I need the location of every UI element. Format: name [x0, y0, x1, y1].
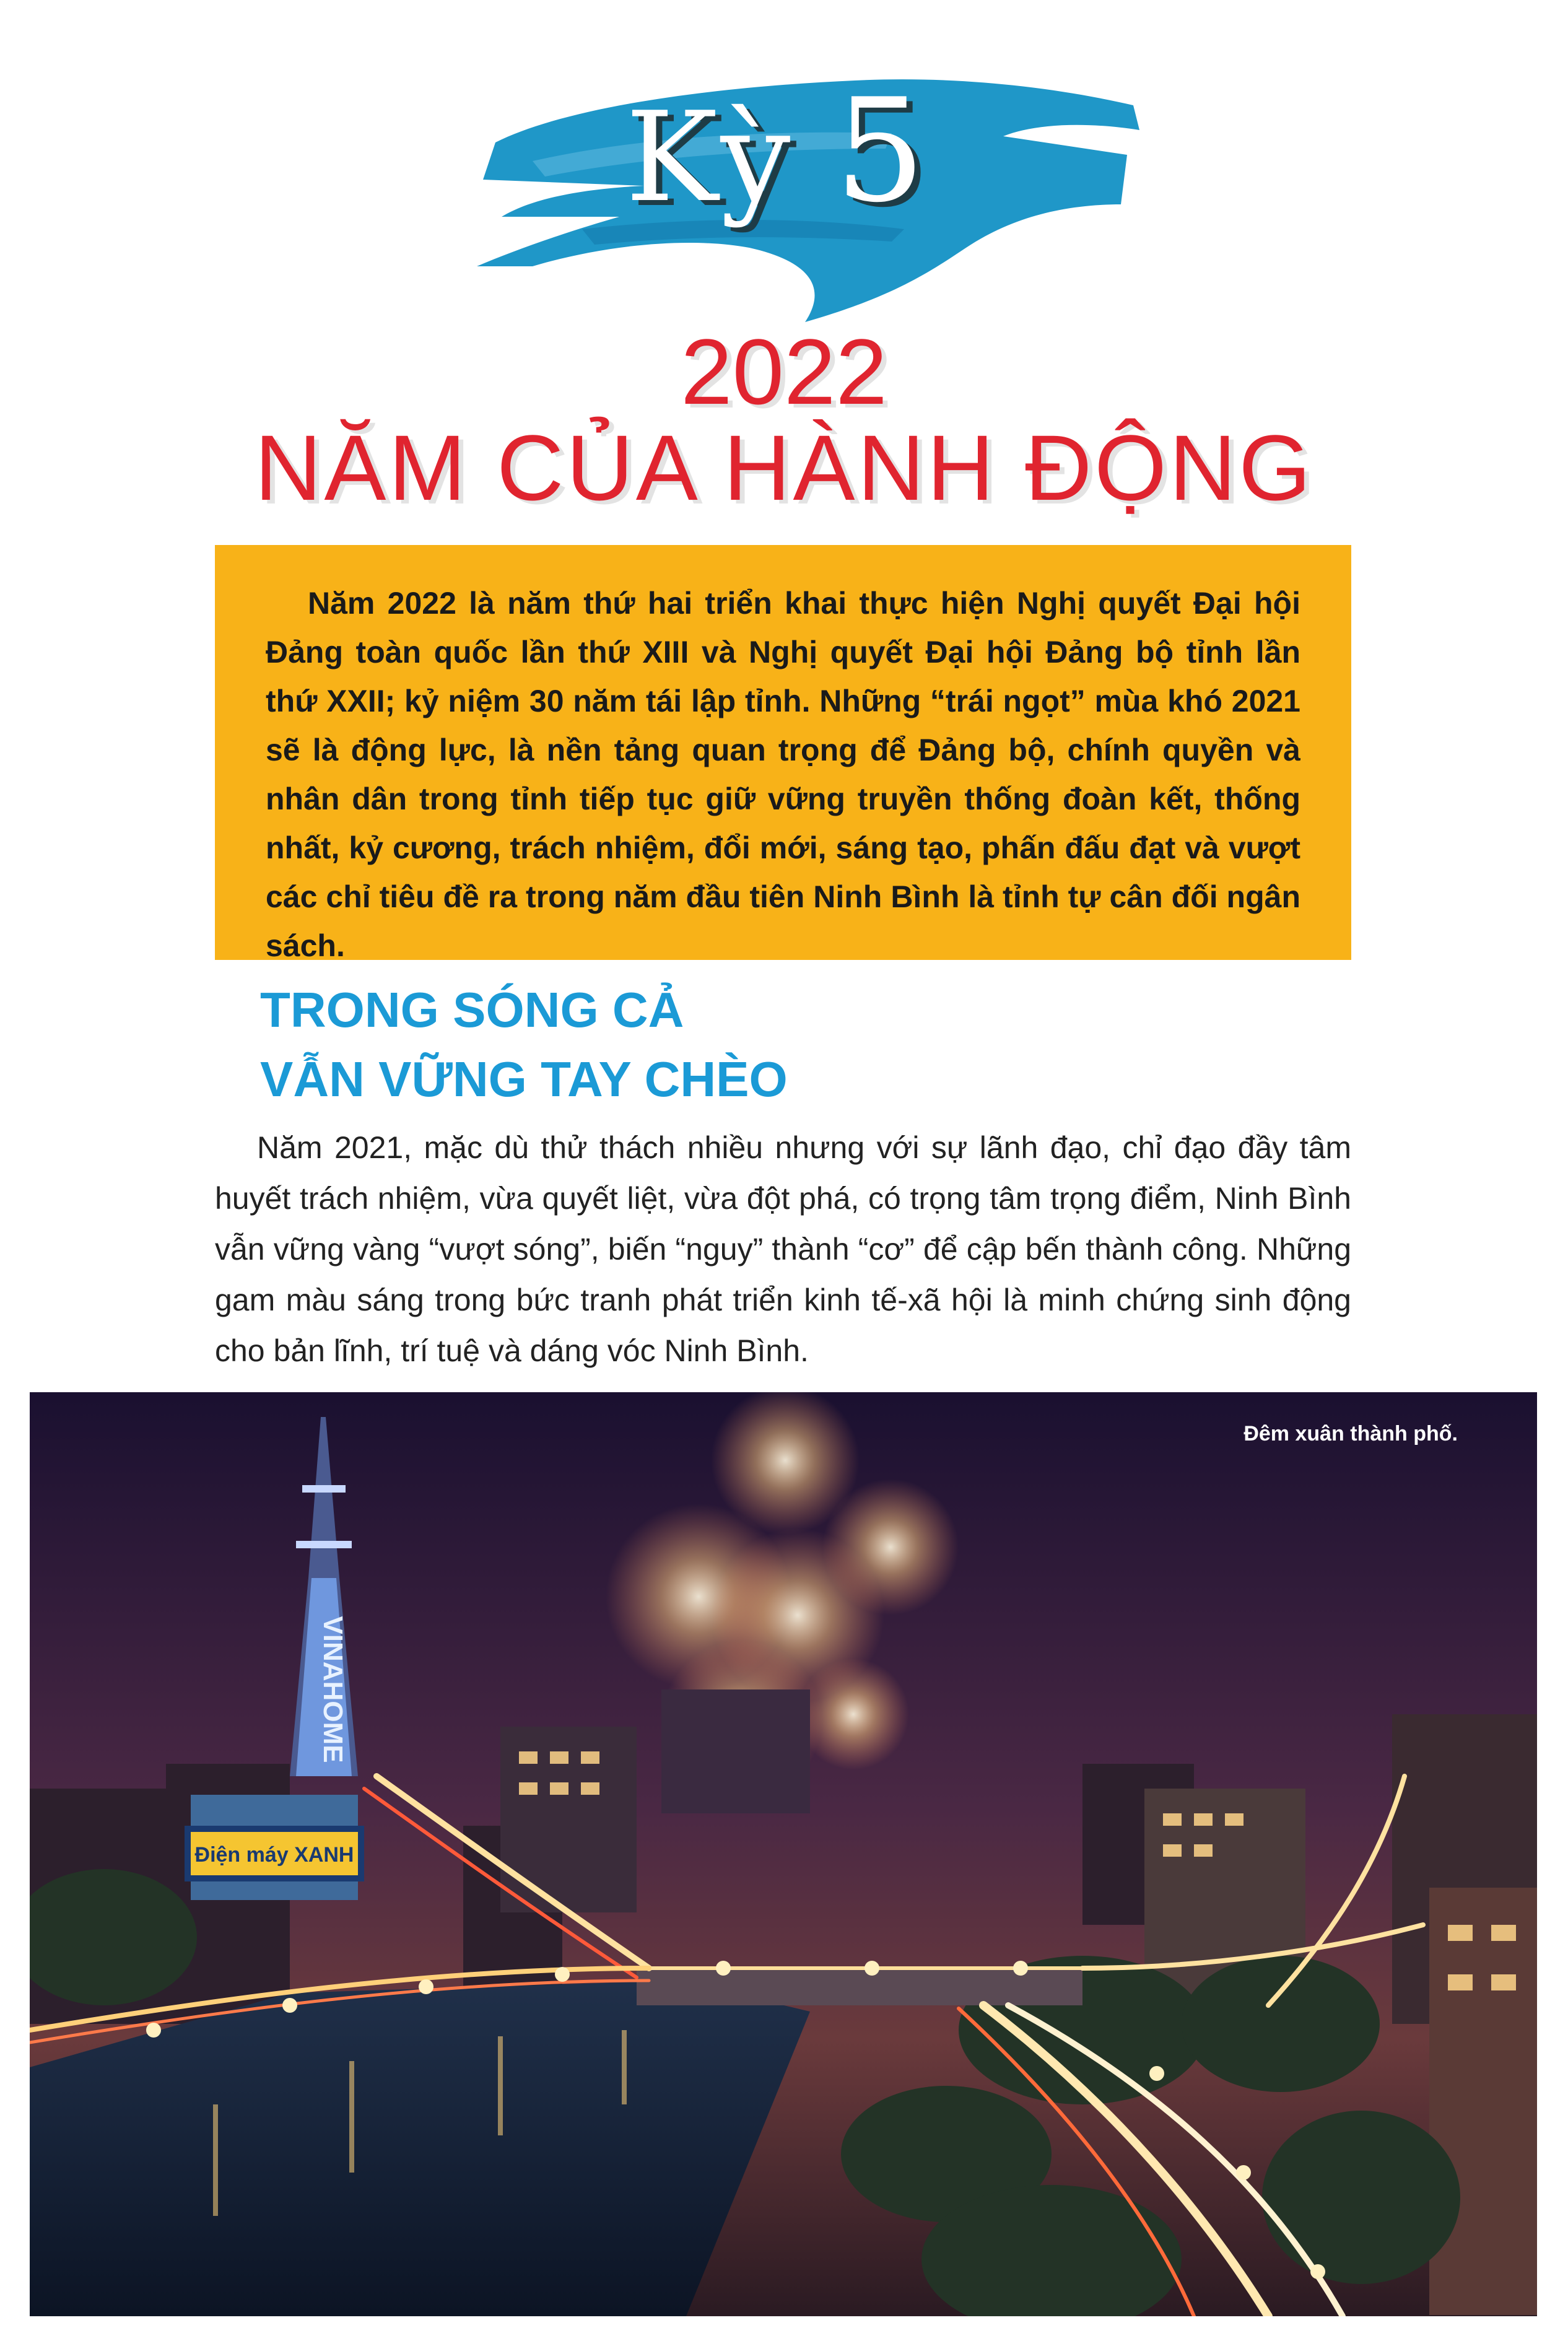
city-night-photo — [30, 1392, 1537, 2316]
body-paragraph: Năm 2021, mặc dù thử thách nhiều nhưng với sự lãnh đạo, chỉ đạo đầy tâm huyết trách nhiệm, vừa quyết liệt, vừa đột phá, có trọng tâm trọng điểm, Ninh Bình vẫn vững vàng “vượt sóng”, biến “nguy” thành “cơ” để cập bến thành công. Những gam màu sáng trong bức tranh phát triển kinh tế-xã hội là minh chứng sinh động cho bản lĩnh, trí tuệ và dáng vóc Ninh Bình. — [215, 1130, 1351, 1368]
episode-label — [625, 69, 1009, 234]
store-building — [185, 1795, 364, 1900]
headline-year: 2022 — [681, 320, 887, 424]
tower-sign: VINAHOME — [318, 1616, 348, 1763]
bridge — [637, 1968, 1082, 2005]
store-sign: Điện máy XANH — [194, 1843, 354, 1867]
section-title-line-2: VẪN VỮNG TAY CHÈO — [260, 1052, 788, 1107]
section-title-line-1: TRONG SÓNG CẢ — [260, 982, 684, 1037]
episode-number: 5 — [834, 69, 928, 234]
section-title — [260, 975, 1313, 1114]
photo-caption: Đêm xuân thành phố. — [1244, 1422, 1458, 1445]
lead-box — [215, 545, 1351, 963]
lead-paragraph: Năm 2022 là năm thứ hai triển khai thực hiện Nghị quyết Đại hội Đảng toàn quốc lần thứ XIII và Nghị quyết Đại hội Đảng bộ tỉnh lần thứ XXII; kỷ niệm 30 năm tái lập tỉnh. Những “trái ngọt” mùa khó 2021 sẽ là động lực, là nền tảng quan trọng để Đảng bộ, chính quyền và nhân dân trong tỉnh tiếp tục giữ vững truyền thống đoàn kết, thống nhất, kỷ cương, trách nhiệm, đổi mới, sáng tạo, phấn đấu đạt và vượt các chỉ tiêu đề ra trong năm đầu tiên Ninh Bình là tỉnh tự cân đối ngân sách. — [266, 586, 1300, 963]
page-title: NĂM CỦA HÀNH ĐỘNG — [255, 416, 1313, 520]
episode-word: Kỳ — [625, 85, 793, 230]
